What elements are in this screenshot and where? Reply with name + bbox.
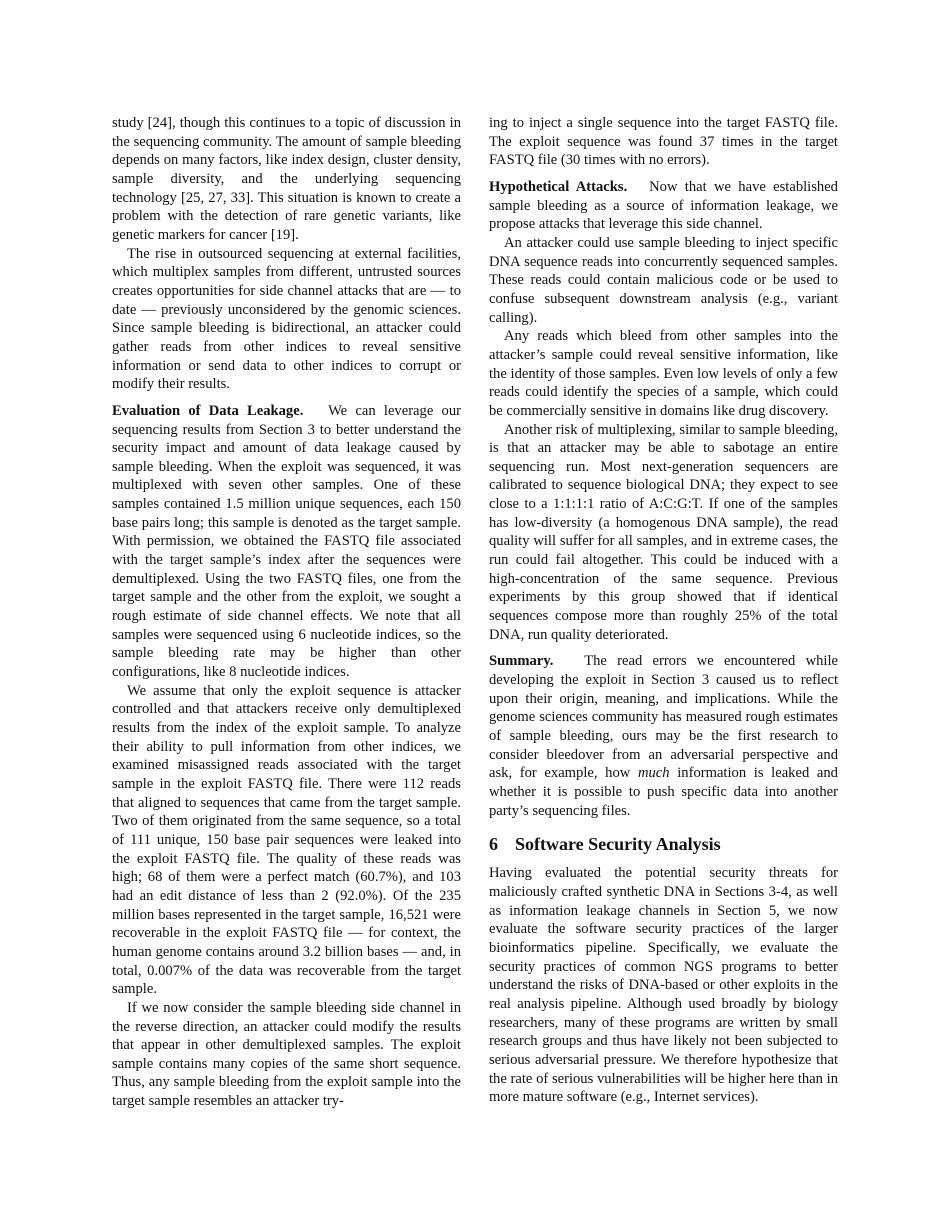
paragraph: We assume that only the exploit sequence is attacker controlled and that attackers receive only demultiplexed results from the index of the exploit sample. To analyze their ability to pull information from other indices, we examined misassigned reads associated with the target sample in the exploit FASTQ file. There were 112 reads that aligned to sequences that came from the target sample. Two of them originated from the same sequence, so a total of 111 unique, 150 base pair sequences were leaked into the exploit FASTQ file. The quality of these reads was high; 68 of them were a perfect match (60.7%), and 103 had an edit distance of less than 2 (92.0%). Of the 235 million bases represented in the target sample, 16,521 were recoverable in the exploit FASTQ file — for context, the human genome contains around 3.2 billion bases — and, in total, 0.007% of the data was recoverable from the target sample. (112, 682, 461, 998)
section-title: Software Security Analysis (515, 834, 721, 855)
paragraph: Having evaluated the potential security threats for maliciously crafted synthetic DNA in Sections 3-4, as well as information leakage channels in Section 5, we now evaluate the software security practices of the larger bioinformatics pipeline. Specifically, we evaluate the security practices of common NGS programs to better understand the risks of DNA-based or other exploits in the real analysis pipeline. Although used broadly by biology researchers, many of these programs are written by small research groups and thus have likely not been subjected to serious adversarial pressure. We therefore hypothesize that the rate of serious vulnerabilities will be higher here than in more mature software (e.g., Internet services). (489, 865, 838, 1106)
paragraph-text: Now that we have established sample bleeding as a source of information leakage, we propose attacks that leverage this side channel. (489, 178, 838, 233)
emphasis: much (637, 765, 670, 782)
run-in-heading: Evaluation of Data Leakage. (112, 402, 304, 419)
paragraph-evaluation-data-leakage (112, 402, 461, 682)
run-in-heading: Hypothetical Attacks. (489, 178, 628, 195)
paragraph-text: We can leverage our sequencing results from Section 3 to better understand the security impact and amount of data leakage caused by sample bleeding. When the exploit was sequenced, it was multiplexed with seven other samples. One of these samples contained 1.5 million unique sequences, each 150 base pairs long; this sample is denoted as the target sample. With permission, we obtained the FASTQ file associated with the target sample’s index after the sequences were demultiplexed. Using the two FASTQ files, one from the target sample and the other from the exploit, we sought a rough estimate of side channel effects. We note that all samples were sequenced using 6 nucleotide indices, so the sample bleeding rate may be higher than other configurations, like 8 nucleotide indices. (112, 402, 462, 681)
paragraph: An attacker could use sample bleeding to inject specific DNA sequence reads into concurrently sequenced samples. These reads could contain malicious code or be used to confuse subsequent downstream analysis (e.g., variant calling). (489, 234, 838, 326)
section-heading (489, 833, 838, 855)
paragraph-text: The read errors we encountered while developing the exploit in Section 3 caused us to reflect upon their origin, meaning, and implications. While the genome sciences community has measured rough estimates of sample bleeding, ours may be the first research to consider bleedover from an adversarial perspective and ask, for example, how (489, 653, 838, 782)
paragraph: The rise in outsourced sequencing at external facilities, which multiplex samples from different, untrusted sources creates opportunities for side channel attacks that are — to date — previously unconsidered by the genomic sciences. Since sample bleeding is bidirectional, an attacker could gather reads from other indices to reveal sensitive information or send data to other indices to corrupt or modify their results. (112, 245, 461, 393)
paragraph-hypothetical-attacks (489, 178, 838, 234)
paragraph: Any reads which bleed from other samples into the attacker’s sample could reveal sensitive information, like the identity of those samples. Even low levels of only a few reads could identify the species of a sample, which could be commercially sensitive in domains like drug discovery. (489, 328, 838, 419)
paragraph-summary (489, 652, 838, 820)
run-in-heading: Summary. (489, 653, 554, 670)
right-column (489, 114, 838, 1107)
paragraph: Another risk of multiplexing, similar to sample bleeding, is that an attacker may be able to sabotage an entire sequencing run. Most next-generation sequencers are calibrated to sequence biological DNA; they expect to see close to a 1:1:1:1 ratio of A:C:G:T. If one of the samples has low-diversity (a homogenous DNA sample), the read quality will suffer for all samples, and in extreme cases, the run could fail altogether. This could be induced with a high-concentration of the same sequence. Previous experiments by this group showed that if identical sequences compose more than roughly 25% of the total DNA, run quality deteriorated. (489, 421, 838, 643)
paragraph: study [24], though this continues to a topic of discussion in the sequencing community. The amount of sample bleeding depends on many factors, like index design, cluster density, sample diversity, and the underlying sequencing technology [25, 27, 33]. This situation is known to create a problem with the detection of rare genetic variants, like genetic markers for cancer [19]. (112, 115, 461, 243)
left-column (112, 114, 461, 1111)
section-number: 6 (489, 834, 498, 855)
paragraph-text: information is leaked and whether it is possible to push specific data into another party’s sequencing files. (489, 765, 838, 819)
paragraph: ing to inject a single sequence into the target FASTQ file. The exploit sequence was found 37 times in the target FASTQ file (30 times with no errors). (489, 115, 838, 169)
paragraph: If we now consider the sample bleeding side channel in the reverse direction, an attacker could modify the results that appear in other demultiplexed samples. The exploit sample contains many copies of the same short sequence. Thus, any sample bleeding from the exploit sample into the target sample resembles an attacker try- (112, 999, 461, 1110)
